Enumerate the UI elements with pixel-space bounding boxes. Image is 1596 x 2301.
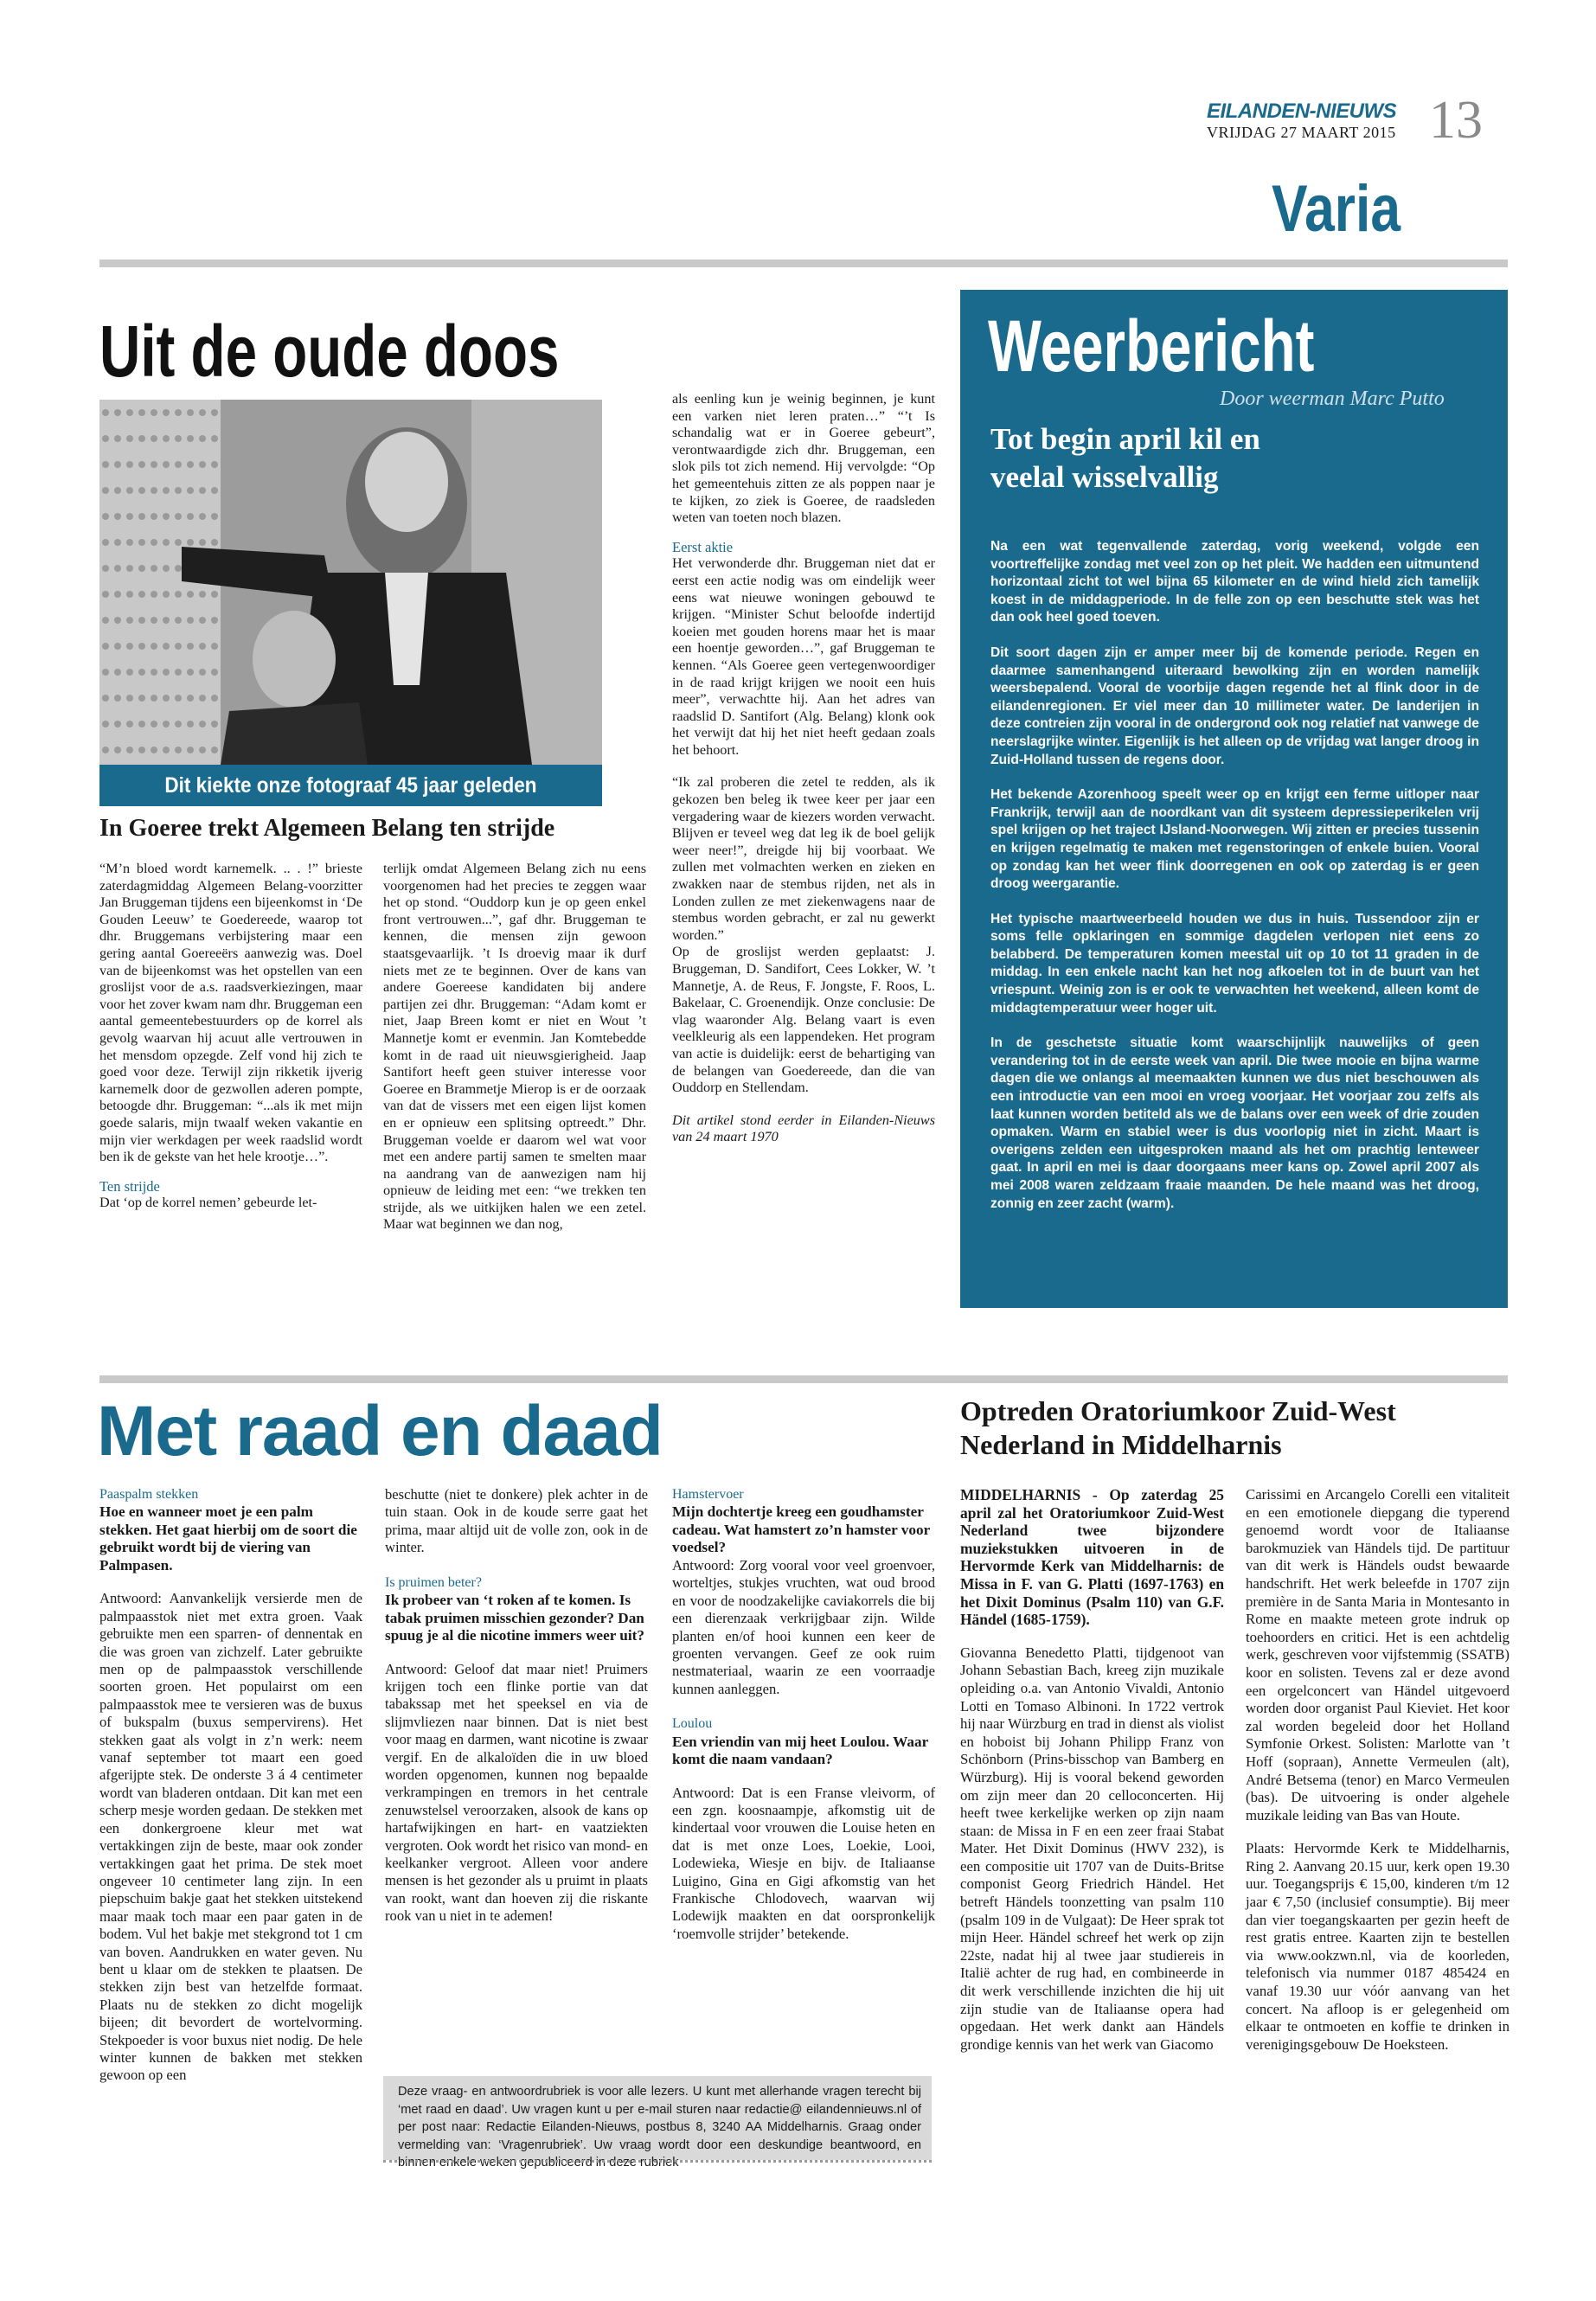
raad-info-box: Deze vraag- en antwoordrubriek is voor alle lezers. U kunt met allerhande vragen terecht bij ‘met raad en daad’. Uw vragen kunt u per e-mail sturen naar redactie@ eilandennieuws.nl of per post naar: Redactie Eilanden-Nieuws, postbus 8, 3240 AA Middelharnis. Graag onder vermelding van: ‘Vragenrubriek’. Uw vraag wordt door een deskundige beantwoord, en binnen enkele weken gepubliceerd in deze rubriek (383, 2076, 932, 2160)
raad-s3-question: Mijn dochtertje kreeg een goudhamster cadeau. Wat hamstert zo’n hamster voor voedsel? (672, 1503, 930, 1556)
raad-info-box-border (383, 2160, 932, 2163)
masthead-date: VRIJDAG 27 MAART 2015 (1207, 124, 1396, 141)
raad-s1-question: Hoe en wanneer moet je een palm stekken. Het gaat hierbij om de soort die gebruikt wordt bij de viering van Palmpasen. (99, 1503, 357, 1574)
koor-p1: Giovanna Benedetto Platti, tijdgenoot van Johann Sebastian Bach, kreeg zijn muzikale opleiding o.a. van Antonio Vivaldi, Antonio Lotti en Tomaso Albinoni. In 1722 vertrok hij naar Würzburg en trad in dienst als violist en hoboist bij Johann Philipp Franz von Schönborn (Prins-bisschop van Bamberg en Würzburg). Hij is vooral bekend geworden om zijn meer dan 20 celloconcerten. Hij heeft twee kerkelijke werken op zijn naam staan: de Missa in F en een zeer fraai Stabat Mater. Het Dixit Dominus (HWV 232), is een compositie uit 1707 van de Duits-Britse componist Georg Friedrich Händel. Het betreft Händels toonzetting van psalm 110 (psalm 109 in de Vulgaat): De Heer sprak tot mijn Heer. Händel schreef het werk op zijn 22ste, nadat hij al twee jaar studiereis in Italië achter de rug had, en combineerde in dit werk verschillende inzichten die hij uit zijn studie van de Italiaanse opera had opgedaan. Het werk dankt aan Händels grondige kennis van het werk van Giacomo (960, 1644, 1224, 2053)
masthead-paper: EILANDEN-NIEUWS (1207, 99, 1397, 123)
oude-doos-col3 (672, 391, 935, 1146)
weather-body (990, 538, 1479, 1230)
raad-heading: Met raad en daad (97, 1392, 663, 1471)
raad-s3-label: Hamstervoer (672, 1487, 744, 1502)
oude-doos-heading: Uit de oude doos (99, 311, 560, 392)
oude-doos-col3d: Op de groslijst werden geplaatst: J. Bruggeman, D. Sandifort, Cees Lokker, W. ’t Mannetje, A. de Reus, F. Jongste, F. Roos, L. Bakelaar, C. Groenendijk. Onze conclusie: De vlag waaronder Alg. Belang vaart is even veelkleurig als een lappendeken. Het program van actie is duidelijk: eerst de behartiging van de belangen van Goedereede, dan die van Ouddorp en Stellendam. (672, 944, 935, 1096)
koor-title: Optreden Oratoriumkoor Zuid-West Nederland in Middelharnis (960, 1395, 1396, 1460)
raad-col2 (385, 1486, 648, 1926)
section-title: Varia (1272, 172, 1401, 246)
koor-col1 (960, 1486, 1224, 2054)
photo-caption: Dit kiekte onze fotograaf 45 jaar geleden (164, 773, 537, 798)
raad-s1-answer: Antwoord: Aanvankelijk versierde men de palmpaasstok niet met extra groen. Vaak gebruikte men een sparren- of dennentak en die was groen van zichzelf. Later gebruikte men op de palmpaasstok verschillende soorten groen. Het populairst om een palmpaasstok mee te versieren was de buxus of bukspalm (buxus sempervirens). Het stekken gaat als volgt in z’n werk: neem vanaf september tot maart een goed afgerijpte stek. De onderste 3 á 4 centimeter wordt van bladeren ontdaan. Dit kan met een scherp mesje worden gedaan. De stekken met een donkergroene kleur met wat vertakkingen zijn de beste, maar ook zonder vertakkingen gaat het prima. De stek moet ongeveer 10 centimeter lang zijn. In een piepschuim bakje gaat het stekken uitstekend maar maak toch maar een paar gaten in de bodem. Vul het bakje met stekgrond tot 1 cm van boven. Aandrukken en water geven. Nu bent u klaar om de stekken te plaatsen. De stekken zijn best van hetzelfde formaat. Plaats nu de stekken zo dicht mogelijk bijeen; dit bevordert de wortelvorming. Stekpoeder is voor buxus niet nodig. De hele winter kunnen de bakken met stekken gewoon op een (99, 1590, 362, 2084)
oude-doos-col3b: Het verwonderde dhr. Bruggeman niet dat er eerst een actie nodig was om eindelijk weer eens wat nieuwe woningen gebouwd te krijgen. “Minister Schut beloofde indertijd koeien met gouden horens maar het is maar een hoentje geworden…”, gaf Bruggeman te kennen. “Als Goeree geen vertegenwoordiger in de raad krijgt krijgen we nooit een huis meer”, verwachtte hij. Aan het adres van raadslid D. Santifort (Alg. Belang) klonk ook het verwijt dat hij het niet heeft gedaan zoals het behoort. (672, 555, 935, 758)
raad-col1 (99, 1486, 362, 2085)
koor-p3: Plaats: Hervormde Kerk te Middelharnis, Ring 2. Aanvang 20.15 uur, kerk open 19.30 uur. Toegangsprijs € 15,00, kinderen t/m 12 jaar € 7,50 (inclusief consumptie). Bij meer dan vier toegangskaarten per gezin heeft de rest gratis entree. Kaarten zijn te bestellen via www.ookzwn.nl, via de koorleden, telefonisch via nummer 0187 485424 en vanaf 19.30 uur vóór aanvang van het concert. Na afloop is er gelegenheid om elkaar te ontmoeten en koffie te drinken in verenigingsgebouw De Hoeksteen. (1246, 1840, 1509, 2053)
top-rule (99, 260, 1508, 267)
raad-s1-answer-cont: beschutte (niet te donkere) plek achter in de tuin staan. Ook in de koude serre gaat het prima, maar altijd uit de volle zon, ook in de winter. (385, 1486, 648, 1556)
koor-p2: Carissimi en Arcangelo Corelli een vitaliteit en een emotionele diepgang die typerend genoemd wordt voor de Italiaanse barokmuziek van Händels tijd. De partituur van dit werk is Händels oudst bewaarde handschrift. Het werk beleefde in 1707 zijn première in de Santa Maria in Montesanto in Rome en maakte meteen grote indruk op toehoorders en critici. Het is een achtdelig werk, geschreven voor vijfstemmig (SSATB) koor en solisten. Tevens zal er deze avond een orgelconcert van Händel uitgevoerd worden door organist Paul Kieviet. Het koor zal worden begeleid door het Holland Symfonie Orkest. Solisten: Marlotte van ’t Hoff (sopraan), Annette Vermeulen (alt), André Betsema (tenor) en Marco Vermeulen (bas). De uitvoering is onder algehele muzikale leiding van Bas van Houte. (1246, 1486, 1509, 1823)
raad-s2-question: Ik probeer van ‘t roken af te komen. Is tabak pruimen misschien gezonder? Dan spuug je al die nicotine immers weer uit? (385, 1592, 644, 1644)
weather-p3: Het bekende Azorenhoog speelt weer op en krijgt een ferme uitloper naar Frankrijk, terwijl aan de noordkant van dit systeem depressieperikelen vrij spel krijgen op het traject IJsland-Noorwegen. Wij zitten er precies tussenin en krijgen regelmatig te maken met regenstoringen of enkele buien. Vooral op zondag kan het weer flink doorregenen en ook op zaterdag is er geen droog weergarantie. (990, 787, 1479, 892)
oude-doos-title: In Goeree trekt Algemeen Belang ten strijde (99, 815, 555, 842)
koor-lead: MIDDELHARNIS - Op zaterdag 25 april zal het Oratoriumkoor Zuid-West Nederland twee bijzondere muziekstukken uitvoeren in de Hervormde Kerk van Middelharnis: de Missa in F. van G. Platti (1697-1763) en het Dixit Dominus (Psalm 110) van G.F. Händel (1685-1759). (960, 1486, 1224, 1629)
oude-doos-photo (99, 400, 602, 765)
photo-scene-icon (99, 400, 602, 765)
oude-doos-col3c: “Ik zal proberen die zetel te redden, als ik gekozen ben beleg ik twee keer per jaar een vergadering waar de kiezers worden verwacht. Blijven er teveel weg dat leg ik de boel gelijk weer neer!”, dreigde hij bij voorbaat. We zullen met volmachten werken en zieken en zwakken naar de stembus rijden, net als in Londen zullen ze met ziekenwagens naar de stembus worden gebracht, er zal nu gewerkt worden.” (672, 774, 935, 943)
raad-s3-answer: Antwoord: Zorg vooral voor veel groenvoer, worteltjes, stukjes vruchten, wat oud brood en voor de noodzakelijke caviakorrels die bij een dierenzaak verkrijgbaar zijn. Wilde planten en/of hooi kunnen een keer de groenten vervangen. Geef ze ook ruim nestmateriaal, waarin ze een voorraadje kunnen aanleggen. (672, 1556, 935, 1697)
weather-heading: Weerbericht (988, 305, 1315, 387)
weather-p4: Het typische maartweerbeeld houden we dus in huis. Tussendoor zijn er soms felle opklaringen en sommige dagdelen verlopen niet eens zo belabberd. De temperaturen komen meestal uit op 10 tot 11 graden in de middag. In een enkele nacht kan het nog afkoelen tot in de buurt van het vriespunt. Weinig zon is er ook te verwachten het weekend, alleen komt de middagtemperatuur weer hoger uit. (990, 911, 1479, 1016)
oude-doos-col1 (99, 861, 362, 1212)
oude-doos-col2-text: terlijk omdat Algemeen Belang zich nu eens voorgenomen had het precies te zeggen waar het op stond. “Ouddorp kun je op geen enkel front vertrouwen...”, gaf dhr. Bruggeman te kennen, die mensen zijn gewoon staatsgevaarlijk. ’t Is droevig maar ik durf niets met ze te beginnen. Over de kans van andere Goereese kandidaten bij andere partijen zei dhr. Bruggeman: “Adam komt er niet, Jaap Breen komt er niet en Wout ’t Mannetje komt er evenmin. Jan Komtebedde komt in de raad uit nieuwsgierigheid. Jaap Santifort heeft geen stuiver interesse voor Goeree en Brammetje Mierop is er de oorzaak van dat de vissers met een eigen lijst komen en er opnieuw een splitsing optreedt.” Dhr. Bruggeman voelde er daarom wel wat voor met een andere partij samen te smelten maar na aandrang van de aanwezigen nam hij opnieuw de leiding met een: “we trekken ten strijde, als we uitkijken halen we een zetel. Maar wat beginnen we dan nog, (383, 861, 646, 1233)
koor-col2 (1246, 1486, 1509, 2054)
weather-title: Tot begin april kil en veelal wisselvallig (990, 422, 1260, 494)
oude-doos-sub1: Ten strijde (99, 1177, 160, 1195)
oude-doos-col2 (383, 861, 646, 1234)
middle-rule (99, 1375, 1508, 1383)
raad-s2-label: Is pruimen beter? (385, 1574, 482, 1590)
page-number: 13 (1429, 91, 1483, 150)
weather-p2: Dit soort dagen zijn er amper meer bij de komende periode. Regen en daarmee samenhangend uiteraard bewolking zijn en worden namelijk weersbepalend. Vooral de voorbije dagen regende het al flink door in de eilandenregionen. Er viel meer dan 10 millimeter water. De landerijen in deze contreien zijn vooral in de ondergrond ook nog relatief nat vanwege de neerslagrijke winter. Eigenlijk is het alleen op de vrijdag wat langer droog in Zuid-Holland tussen de regens door. (990, 644, 1479, 767)
raad-s4-question: Een vriendin van mij heet Loulou. Waar komt die naam vandaan? (672, 1733, 928, 1768)
raad-s1-label: Paaspalm stekken (99, 1487, 199, 1502)
raad-col3 (672, 1486, 935, 1943)
oude-doos-col1b: Dat ‘op de korrel nemen’ gebeurde let- (99, 1195, 317, 1211)
raad-s2-answer: Antwoord: Geloof dat maar niet! Pruimers krijgen toch een flinke portie van dat tabakssap met het speeksel en via de slijmvliezen naar binnen. Dat is niet best voor maag en darmen, want nicotine is zwaar vergif. En de alkaloïden die in uw bloed worden opgenomen, kunnen nog bepaalde verkrampingen en tremors in het centrale zenuwstelsel veroorzaken, alsook de kans op hartafwijkingen en hart- en vaatziekten vergroten. Ook wordt het risico van mond- en keelkanker vergroot. Alleen voor andere mensen is het gezonder als u pruimt in plaats van rookt, want dan hoeven zij die riskante rook van u niet in te ademen! (385, 1660, 648, 1925)
weather-p1: Na een wat tegenvallende zaterdag, vorig weekend, volgde een voortreffelijke zondag met veel zon op het pleit. We hadden een uitmuntend horizontaal zicht tot wel bijna 65 kilometer en de wind hield zich tamelijk koest in de middagperiode. In de felle zon op een beschutte stek was het dan ook heel goed toeven. (990, 539, 1479, 625)
oude-doos-col1-text: “M’n bloed wordt karnemelk. .. . !” brieste zaterdagmiddag Algemeen Belang-voorzitter Jan Bruggeman tijdens een bijeenkomst in ‘De Gouden Leeuw’ te Goedereede, waarop tot dhr. Bruggemans verbijstering maar een gering aantal Goereeërs aanwezig was. Doel van de bijeenkomst was het opstellen van een groslijst voor de a.s. raadsverkiezingen, maar voor het zover kwam nam dhr. Bruggeman een aantal gemeentebestuurders op de korrel als gevolg waarvan hij acuut alle vertrouwen in het mensdom opzegde. Zelf vond hij zich te goed voor deze. Terwijl zijn rikketik ijverig karnemelk door de gezwollen aderen pompte, betoogde dhr. Bruggeman: “...als ik met mijn goede salaris, mijn twaalf weken vakantie en mijn vier werkdagen per week raadslid wordt ben ik de gekste van het hele krootje…”. (99, 861, 362, 1165)
oude-doos-sub2: Eerst aktie (672, 538, 734, 555)
weather-p5: In de geschetste situatie komt waarschijnlijk nauwelijks of geen verandering tot in de eerste week van april. Die twee mooie en bijna warme dagen die we onlangs al meemaakten kunnen we dus niet beschouwen als een introductie van een mooi en vroeg voorjaar. Het voorjaar zou zelfs als laat kunnen worden betiteld als we de balans over een week of drie zouden opmaken. Warm en stabiel weer is dus voorlopig niet in zicht. Maart is overigens zelden een uitgesproken maand als het om prachtig lenteweer gaat. In april en mei is daar doorgaans meer kans op. Zowel april 2007 als mei 2008 waren zeldzaam fraaie maanden. De hele maand was het droog, zonnig en zeer zacht (warm). (990, 1035, 1479, 1211)
oude-doos-footnote: Dit artikel stond eerder in Eilanden-Nieuws van 24 maart 1970 (672, 1112, 935, 1145)
raad-s4-label: Loulou (672, 1716, 713, 1732)
weather-byline: Door weerman Marc Putto (1220, 388, 1445, 410)
raad-s4-answer: Antwoord: Dat is een Franse vleivorm, of een zgn. koosnaampje, afkomstig uit de kindertaal voor vrouwen die Louise heten en dat is met onze Loes, Loekie, Looi, Lodewieka, Wiesje en bijv. de Italiaanse Luigino, Gina en Gigi afkomstig van het Frankische Chlodovech, waarvan wij Lodewijk maakten en dat oorspronkelijk ‘roemvolle strijder’ betekende. (672, 1784, 935, 1942)
oude-doos-col3a: als eenling kun je weinig beginnen, je kunt een varken niet leren praten…” “’t Is schandalig wat er in Goeree gebeurt”, verontwaardigde zich dhr. Bruggeman, een slok pils tot zich nemend. Hij vervolgde: “Op het gemeentehuis zitten ze als poppen naar je te kijken, zo ziek is Goeree, de raadsleden weten van toeten noch blazen. (672, 391, 935, 526)
